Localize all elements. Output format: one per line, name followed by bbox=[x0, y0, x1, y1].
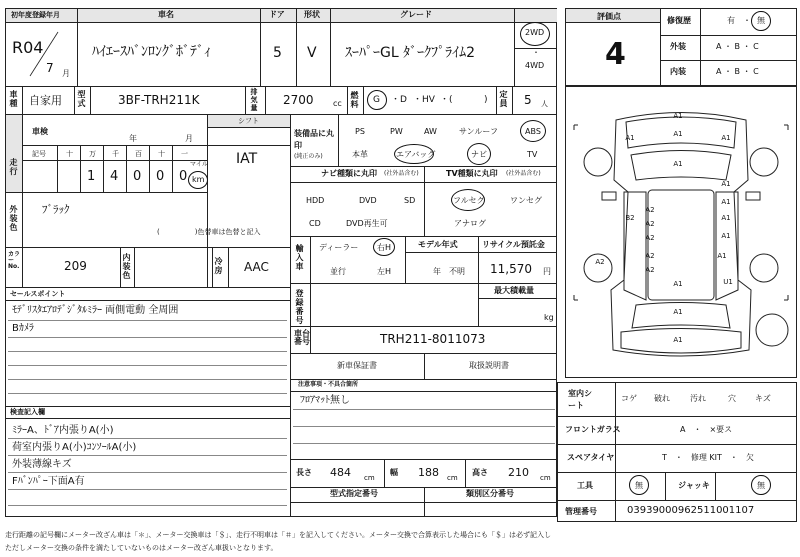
repair-yes: 有 bbox=[727, 16, 735, 25]
damage-diagram bbox=[566, 100, 796, 375]
capacity-value: 5 bbox=[524, 93, 532, 107]
mileage-label: 走行 bbox=[9, 158, 18, 176]
model-year-value: 年 不明 bbox=[433, 267, 465, 276]
main-sheet-frame bbox=[5, 8, 557, 517]
jack-value: 無 bbox=[757, 481, 765, 490]
door-label: ドア bbox=[269, 10, 285, 19]
interior-grade: A ・ B ・ C bbox=[716, 67, 759, 76]
notes-text: ﾌﾛｱﾏｯﾄ無し bbox=[300, 395, 350, 406]
date-slash bbox=[28, 30, 60, 78]
mile-label: マイル bbox=[190, 161, 208, 168]
inspector-line-3: 外装薄線キズ bbox=[12, 459, 72, 470]
color-value: ﾌﾞﾗｯｸ bbox=[42, 203, 70, 216]
damage-mark: A2 bbox=[645, 266, 655, 274]
fuel-sep1: ・ bbox=[391, 95, 401, 105]
tv-analog: アナログ bbox=[454, 219, 486, 228]
seat-burn: コゲ bbox=[621, 394, 637, 403]
color-note: ( )色替車は色替と記入 bbox=[157, 228, 261, 236]
class-no-label: 類別区分番号 bbox=[466, 489, 514, 498]
seat-stain: 汚れ bbox=[690, 394, 706, 403]
width-value: 188 bbox=[418, 466, 439, 479]
digit-head-10m: 十 bbox=[66, 150, 73, 158]
sales-point-line-2: Bｶﾒﾗ bbox=[12, 323, 34, 334]
equip-ps: PS bbox=[355, 127, 365, 136]
damage-mark: A1 bbox=[717, 252, 727, 260]
navi-hdd: HDD bbox=[306, 196, 325, 205]
mileage-digit-1k: 4 bbox=[110, 169, 119, 184]
shaken-year-unit: 年 bbox=[129, 134, 137, 143]
fuel-paren-open: ( bbox=[449, 95, 453, 105]
repair-label: 修復歴 bbox=[667, 16, 691, 25]
damage-mark: A1 bbox=[721, 134, 731, 142]
score-label: 評価点 bbox=[597, 12, 621, 21]
digit-head-10: 十 bbox=[158, 150, 165, 158]
tools-value: 無 bbox=[635, 481, 643, 490]
damage-mark: A2 bbox=[645, 252, 655, 260]
digit-head-1: 一 bbox=[181, 150, 188, 158]
damage-mark: A1 bbox=[673, 130, 683, 138]
color-no-label: カラーNo. bbox=[8, 251, 21, 270]
color-label: 外装色 bbox=[9, 205, 18, 232]
damage-mark: U1 bbox=[723, 278, 733, 286]
interior-label: 内装 bbox=[670, 67, 686, 76]
damage-mark: A2 bbox=[595, 258, 605, 266]
notes-label: 注意事項・不具合箇所 bbox=[298, 381, 359, 388]
fuel-sep3: ・ bbox=[440, 95, 450, 105]
footer-note-2: ただしメーター交換の条件を満たしていないものはメーター改ざん車扱いとなります。 bbox=[5, 544, 278, 552]
windshield-value: A ・ ×要ス bbox=[680, 425, 733, 434]
navi-dvd-play: DVD再生可 bbox=[346, 219, 388, 228]
import-left: 左H bbox=[377, 267, 392, 276]
model-label: 型式 bbox=[77, 90, 86, 108]
shift-value: IAT bbox=[236, 151, 258, 167]
damage-mark: A1 bbox=[721, 232, 731, 240]
displacement-value: 2700 bbox=[283, 93, 314, 107]
tools-label: 工具 bbox=[577, 481, 593, 490]
drive-2wd: 2WD bbox=[525, 28, 545, 37]
digit-head-10k: 万 bbox=[89, 150, 96, 158]
tv-type-sub: (社外品含む) bbox=[506, 170, 541, 177]
damage-mark: A2 bbox=[645, 206, 655, 214]
grade-value: ｽｰﾊﾟｰGL ﾀﾞｰｸﾌﾟﾗｲﾑ2 bbox=[345, 45, 476, 61]
fuel-hv: HV bbox=[422, 95, 435, 105]
recycle-unit: 円 bbox=[543, 267, 551, 276]
usage-value: 自家用 bbox=[29, 94, 62, 107]
body-type-value: V bbox=[307, 45, 317, 61]
navi-type-sub: (社外品含む) bbox=[384, 170, 419, 177]
color-no-value: 209 bbox=[64, 259, 87, 273]
damage-mark: A1 bbox=[673, 160, 683, 168]
recycle-label: リサイクル預託金 bbox=[482, 240, 545, 249]
navi-dvd: DVD bbox=[359, 196, 377, 205]
digit-head-symbol: 記号 bbox=[32, 150, 46, 158]
height-unit: cm bbox=[540, 474, 551, 482]
length-unit: cm bbox=[364, 474, 375, 482]
body-type-label: 形状 bbox=[304, 10, 320, 19]
height-value: 210 bbox=[508, 466, 529, 479]
ac-value: AAC bbox=[244, 260, 269, 274]
tv-type-label: TV種類に丸印 bbox=[446, 169, 498, 178]
height-label: 高さ bbox=[472, 468, 488, 477]
import-parallel: 並行 bbox=[330, 267, 346, 276]
exterior-grade: A ・ B ・ C bbox=[716, 42, 759, 51]
jack-label: ジャッキ bbox=[678, 481, 710, 490]
type-no-label: 型式指定番号 bbox=[330, 489, 378, 498]
footer-note-1: 走行距離の記号欄にメーター改ざん車は「＊」、メーター交換車は「＄」、走行不明車は「＃」を記入してください。メーター交換で合算表示した場合にも「＄」は必ず記入し bbox=[5, 531, 551, 539]
damage-mark: A1 bbox=[625, 134, 635, 142]
damage-mark: A2 bbox=[645, 220, 655, 228]
chassis-value: TRH211-8011073 bbox=[380, 332, 486, 346]
windshield-label: フロントガラス bbox=[565, 425, 621, 434]
displacement-label: 排気量 bbox=[250, 88, 258, 112]
equip-navi: ナビ bbox=[471, 150, 487, 159]
shaken-month-unit: 月 bbox=[185, 134, 193, 143]
usage-label: 車種 bbox=[9, 90, 18, 108]
equip-pw: PW bbox=[390, 127, 403, 136]
car-name-label: 車名 bbox=[158, 10, 174, 19]
width-label: 幅 bbox=[390, 468, 398, 477]
digit-head-1k: 千 bbox=[112, 150, 119, 158]
first-reg-month-unit: 月 bbox=[62, 69, 70, 78]
shift-label: シフト bbox=[238, 117, 259, 125]
length-value: 484 bbox=[330, 466, 351, 479]
damage-mark: A2 bbox=[645, 234, 655, 242]
tv-oneseg: ワンセグ bbox=[510, 196, 542, 205]
max-load-unit: kg bbox=[544, 313, 554, 322]
car-name-value: ﾊｲｴｰｽﾊﾞﾝﾛﾝｸﾞﾎﾞﾃﾞｨ bbox=[92, 44, 211, 60]
registration-label: 登録番号 bbox=[295, 289, 304, 325]
recycle-value: 11,570 bbox=[490, 262, 532, 276]
mileage-digit-10k: 1 bbox=[87, 169, 96, 184]
mgmt-no-value: 0393900096251100110​7 bbox=[627, 505, 755, 516]
equip-aw: AW bbox=[424, 127, 437, 136]
equip-airbag: エアバッグ bbox=[396, 150, 436, 159]
fuel-d: D bbox=[400, 95, 407, 105]
import-right: 右H bbox=[377, 243, 392, 252]
digit-head-100: 百 bbox=[135, 150, 142, 158]
mgmt-no-label: 管理番号 bbox=[565, 507, 597, 516]
inspector-line-2: 荷室内張りA(小)ｺﾝｿｰﾙA(小) bbox=[12, 442, 137, 453]
max-load-label: 最大積載量 bbox=[494, 286, 534, 295]
equipment-sub: (純正のみ) bbox=[294, 153, 323, 160]
tv-fullseg: フルセグ bbox=[453, 196, 485, 205]
fuel-label: 燃料 bbox=[350, 91, 359, 109]
exterior-label: 外装 bbox=[670, 42, 686, 51]
spare-tire-value: T ・ 修理 KIT ・ 欠 bbox=[662, 453, 754, 462]
equip-leather: 本革 bbox=[352, 150, 368, 159]
import-label: 輸入車 bbox=[295, 244, 304, 271]
width-unit: cm bbox=[447, 474, 458, 482]
drive-sep: ・ bbox=[532, 48, 540, 57]
damage-mark: A1 bbox=[673, 336, 683, 344]
equip-sunroof: サンルーフ bbox=[459, 127, 498, 136]
fuel-sep2: ・ bbox=[413, 95, 423, 105]
repair-no: 無 bbox=[757, 16, 765, 25]
navi-type-label: ナビ種類に丸印 bbox=[321, 169, 377, 178]
mileage-digit-1: 0 bbox=[179, 169, 188, 184]
damage-mark: A1 bbox=[673, 308, 683, 316]
model-year-label: モデル年式 bbox=[418, 240, 458, 249]
ac-label: 冷房 bbox=[214, 257, 223, 275]
repair-sep: ・ bbox=[743, 16, 751, 25]
equipment-label: 装備品に丸印 bbox=[294, 129, 334, 150]
km-label: km bbox=[192, 175, 205, 184]
model-value: 3BF-TRH211K bbox=[118, 93, 200, 107]
fuel-paren-close: ) bbox=[484, 95, 488, 105]
sales-points-label: セールスポイント bbox=[10, 290, 66, 298]
damage-mark: A1 bbox=[673, 280, 683, 288]
equip-tv: TV bbox=[527, 150, 538, 159]
drive-4wd: 4WD bbox=[525, 61, 545, 70]
inspector-label: 検査記入欄 bbox=[10, 408, 45, 416]
seat-hole: 穴 bbox=[728, 394, 736, 403]
mileage-digit-10: 0 bbox=[156, 169, 165, 184]
damage-mark: A1 bbox=[721, 180, 731, 188]
seat-label: 室内シート bbox=[568, 389, 592, 410]
damage-mark: A1 bbox=[721, 214, 731, 222]
chassis-label: 車台番号 bbox=[294, 329, 310, 346]
length-label: 長さ bbox=[296, 468, 312, 477]
inspector-line-4: Fﾊﾞﾝﾊﾟｰ下面A有 bbox=[12, 476, 85, 487]
capacity-unit: 人 bbox=[541, 100, 548, 108]
manual-label: 取扱説明書 bbox=[469, 361, 509, 370]
sales-point-line-1: ﾓﾃﾞﾘｽﾀｴｱﾛﾃﾞｼﾞﾀﾙﾐﾗｰ 両側電動 全周囲 bbox=[12, 305, 179, 316]
damage-mark: A1 bbox=[673, 112, 683, 120]
mileage-digit-100: 0 bbox=[133, 169, 142, 184]
equip-abs: ABS bbox=[525, 127, 541, 136]
inspector-line-1: ﾐﾗｰA、ﾄﾞｱ内張りA(小) bbox=[12, 425, 114, 436]
first-reg-month: 7 bbox=[46, 61, 54, 75]
spare-tire-label: スペアタイヤ bbox=[567, 453, 615, 462]
damage-mark: A1 bbox=[721, 198, 731, 206]
score-value: 4 bbox=[605, 37, 626, 72]
seat-tear: 破れ bbox=[654, 394, 670, 403]
capacity-label: 定員 bbox=[499, 90, 508, 108]
warranty-label: 新車保証書 bbox=[337, 361, 377, 370]
first-reg-year: R04 bbox=[12, 38, 44, 57]
damage-mark: B2 bbox=[625, 214, 635, 222]
interior-color-label: 内装色 bbox=[122, 253, 131, 280]
cc-unit: cc bbox=[333, 99, 342, 108]
import-dealer: ディーラー bbox=[319, 243, 359, 252]
fuel-g: G bbox=[373, 95, 380, 105]
first-reg-label: 初年度登録年月 bbox=[11, 11, 60, 19]
navi-sd: SD bbox=[404, 196, 416, 205]
door-count: 5 bbox=[273, 45, 282, 61]
seat-scratch: キズ bbox=[755, 394, 771, 403]
grade-label: グレード bbox=[400, 10, 432, 19]
shaken-label: 車検 bbox=[32, 127, 48, 136]
navi-cd: CD bbox=[309, 219, 321, 228]
